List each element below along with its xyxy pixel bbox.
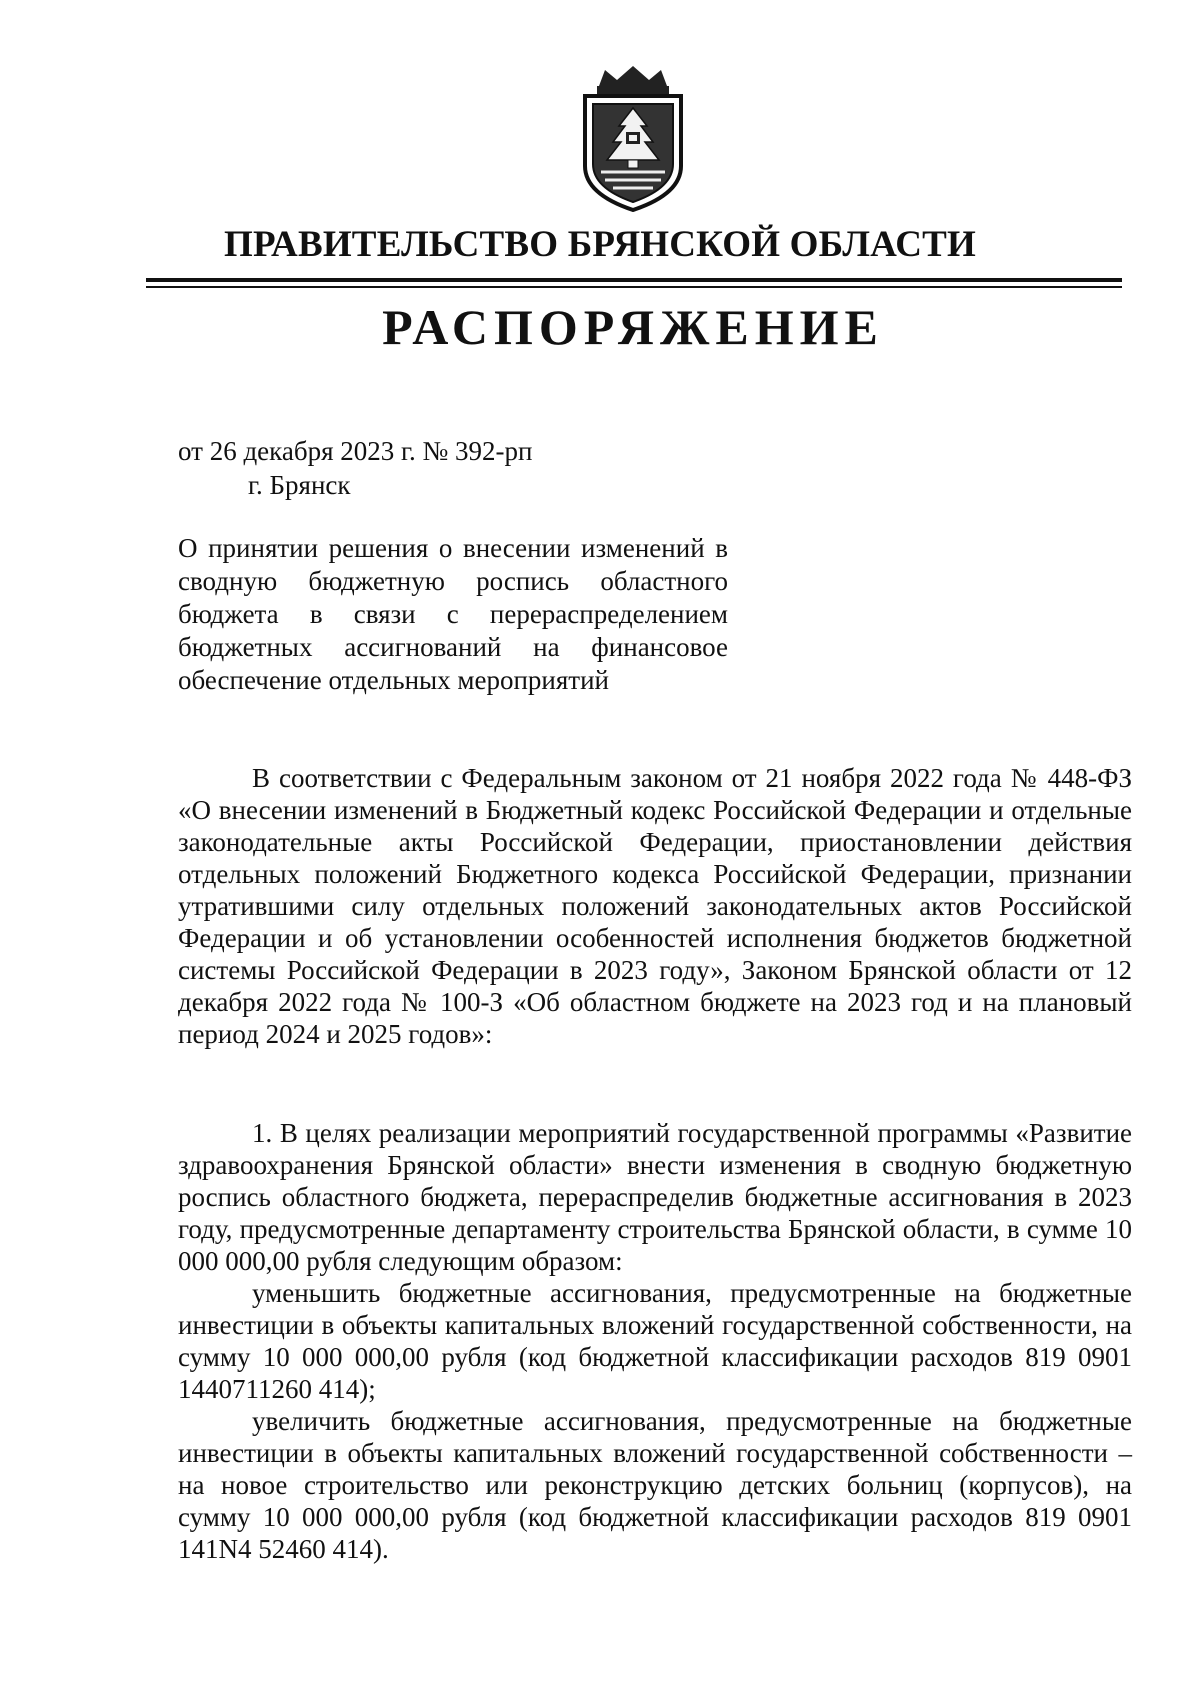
increase-paragraph: увеличить бюджетные ассигнования, предусмотренные на бюджетные инвестиции в объекты капитальных вложений государственной собственности – на новое строительство или реконструкцию детских больниц (корпусов), на сумму 10 000 000,00 рубля (код бюджетной классификации расходов 819 0901 141N4 52460 414).: [178, 1406, 1132, 1564]
document-type-heading: РАСПОРЯЖЕНИЕ: [382, 299, 884, 355]
organization-title: ПРАВИТЕЛЬСТВО БРЯНСКОЙ ОБЛАСТИ: [223, 224, 977, 265]
body-section-item1: [178, 1117, 1132, 1565]
preamble-paragraph: В соответствии с Федеральным законом от 21 ноября 2022 года № 448-ФЗ «О внесении изменений в Бюджетный кодекс Российской Федерации и отдельные законодательные акты Российской Федерации, приостановлении действия отдельных положений Бюджетного кодекса Российской Федерации, признании утратившими силу отдельных положений законодательных актов Российской Федерации и об установлении особенностей исполнения бюджетов бюджетной системы Российской Федерации в 2023 году», Законом Брянской области от 12 декабря 2022 года № 100-З «Об областном бюджете на 2023 год и на плановый период 2024 и 2025 годов»:: [178, 763, 1132, 1049]
item-1-paragraph: 1. В целях реализации мероприятий государственной программы «Развитие здравоохранения Брянской области» внести изменения в сводную бюджетную роспись областного бюджета, перераспределив бюджетные ассигнования в 2023 году, предусмотренные департаменту строительства Брянской области, в сумме 10 000 000,00 рубля следующим образом:: [178, 1118, 1132, 1276]
coat-of-arms-icon: [571, 64, 695, 212]
header-rule-thick: [146, 278, 1122, 282]
document-city: г. Брянск: [248, 470, 351, 500]
body-section-preamble: [178, 762, 1132, 1050]
decrease-paragraph: уменьшить бюджетные ассигнования, предусмотренные на бюджетные инвестиции в объекты капитальных вложений государственной собственности, на сумму 10 000 000,00 рубля (код бюджетной классификации расходов 819 0901 1440711260 414);: [178, 1278, 1132, 1404]
document-date-number: от 26 декабря 2023 г. № 392-рп: [178, 436, 533, 466]
header-rule-thin: [146, 286, 1122, 288]
document-subject: О принятии решения о внесении изменений в сводную бюджетную роспись областного бюджета в связи с перераспределением бюджетных ассигнований на финансовое обеспечение отдельных мероприятий: [178, 533, 728, 695]
